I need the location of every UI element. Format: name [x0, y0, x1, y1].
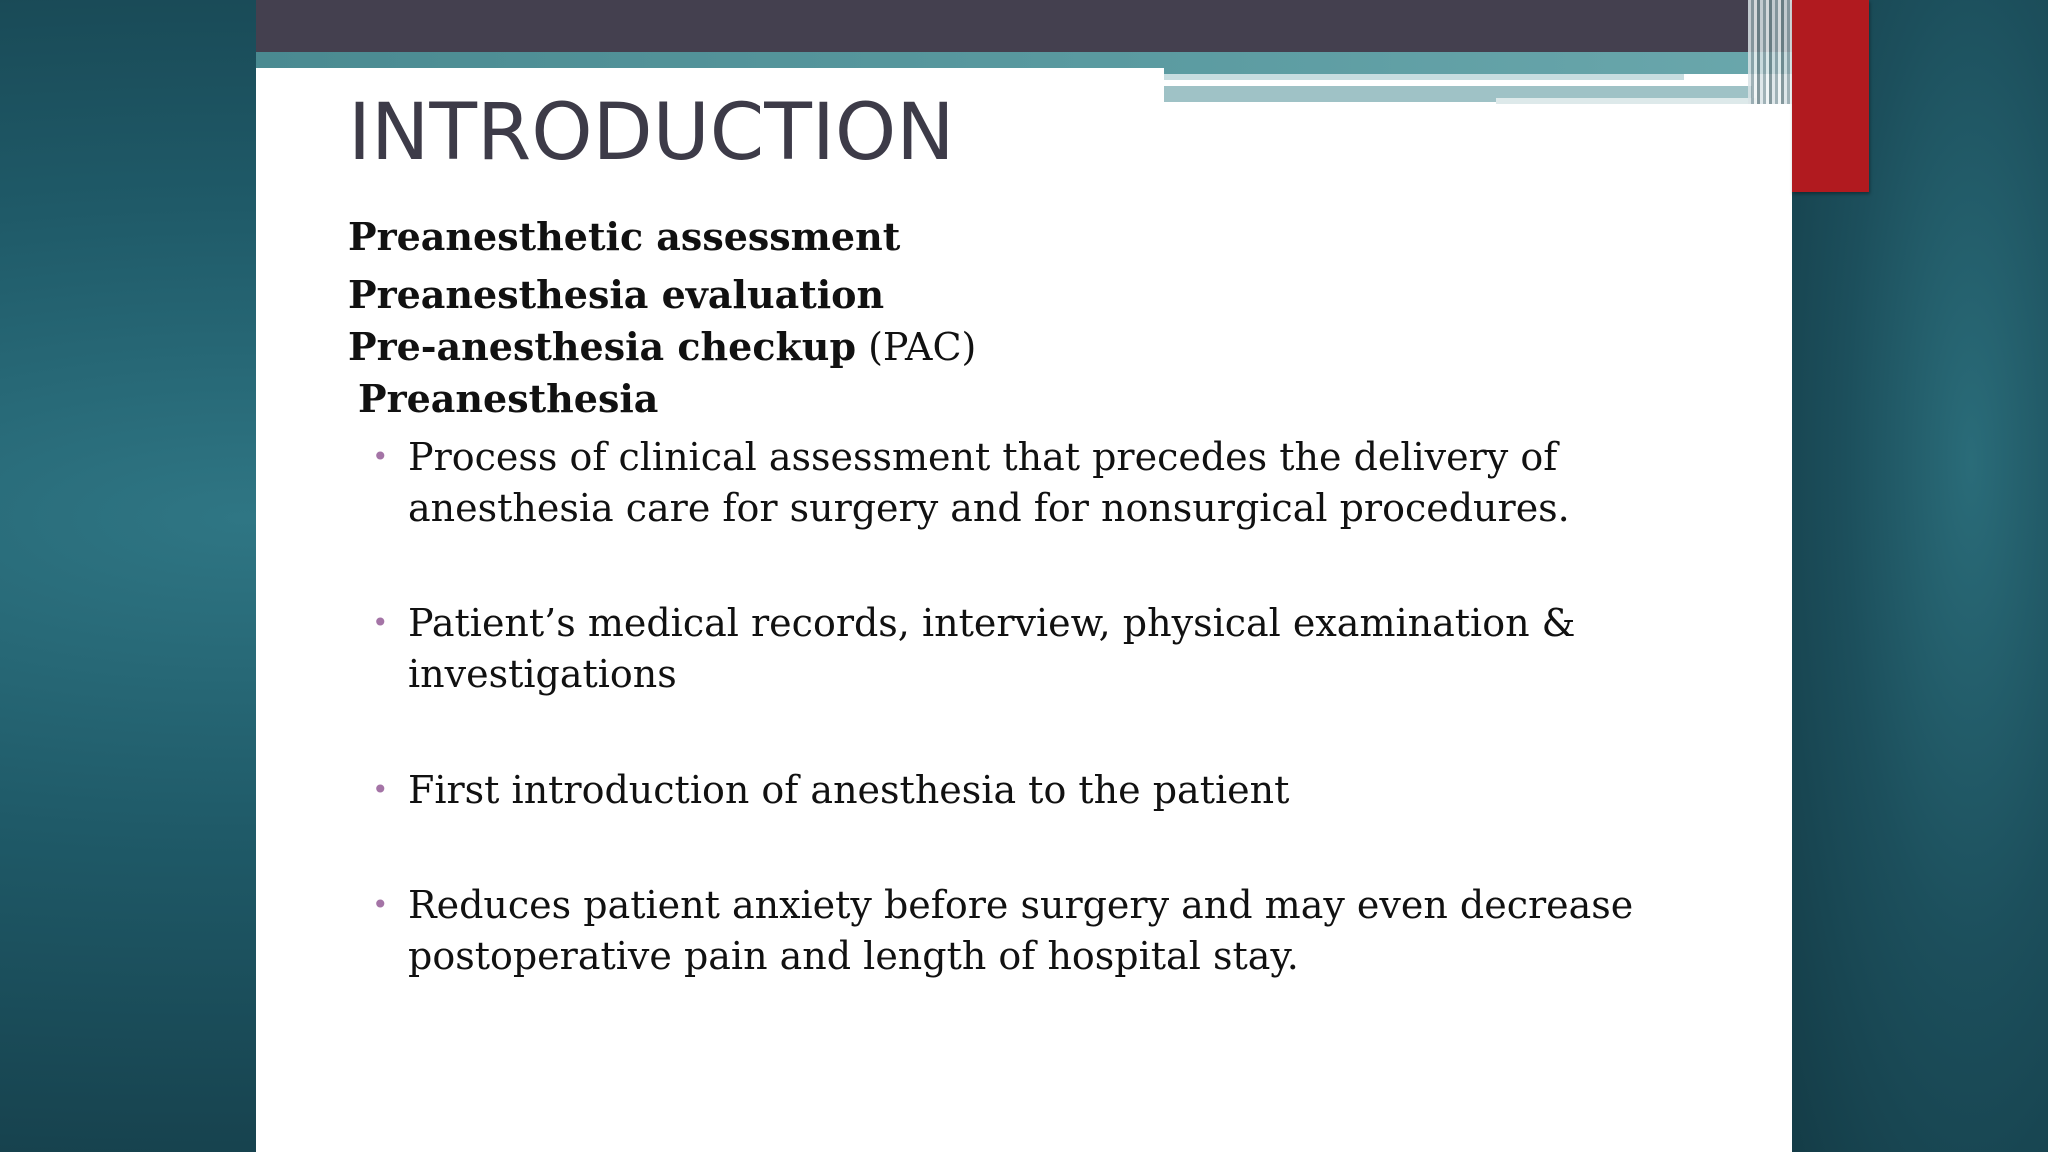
slide: [256, 0, 1792, 1152]
bullet-text: Process of clinical assessment that precedes the delivery of anesthesia care for surgery and for nonsurgical procedures.: [408, 435, 1570, 530]
slide-header-bar: [256, 0, 1792, 52]
accent-red-tab: [1792, 0, 1869, 192]
list-item: [348, 880, 1698, 982]
decorative-line: [1164, 74, 1684, 80]
term-bold: Pre-anesthesia checkup: [348, 324, 857, 369]
term-preanesthesia: [358, 374, 658, 424]
decorative-stripes: [1748, 0, 1792, 104]
bullet-dot-icon: •: [372, 888, 389, 921]
bullet-dot-icon: •: [372, 606, 389, 639]
bullet-text: Patient’s medical records, interview, physical examination & investigations: [408, 601, 1576, 696]
term-preanesthetic-assessment: [348, 212, 900, 262]
term-bold: Preanesthesia evaluation: [348, 272, 885, 317]
bullet-text: First introduction of anesthesia to the patient: [408, 768, 1290, 812]
list-item: [348, 765, 1698, 816]
list-item: [348, 432, 1698, 534]
term-bold: Preanesthetic assessment: [348, 214, 901, 259]
term-pre-anesthesia-checkup: [348, 322, 976, 372]
list-item: [348, 598, 1698, 700]
term-bold: Preanesthesia: [358, 376, 659, 421]
decorative-line: [1496, 98, 1756, 104]
bullet-dot-icon: •: [372, 773, 389, 806]
bullet-dot-icon: •: [372, 440, 389, 473]
slide-title: INTRODUCTION: [348, 88, 955, 178]
term-preanesthesia-evaluation: [348, 270, 884, 320]
term-suffix: (PAC): [856, 325, 977, 369]
bullet-text: Reduces patient anxiety before surgery and may even decrease postoperative pain and length of hospital stay.: [408, 883, 1634, 978]
